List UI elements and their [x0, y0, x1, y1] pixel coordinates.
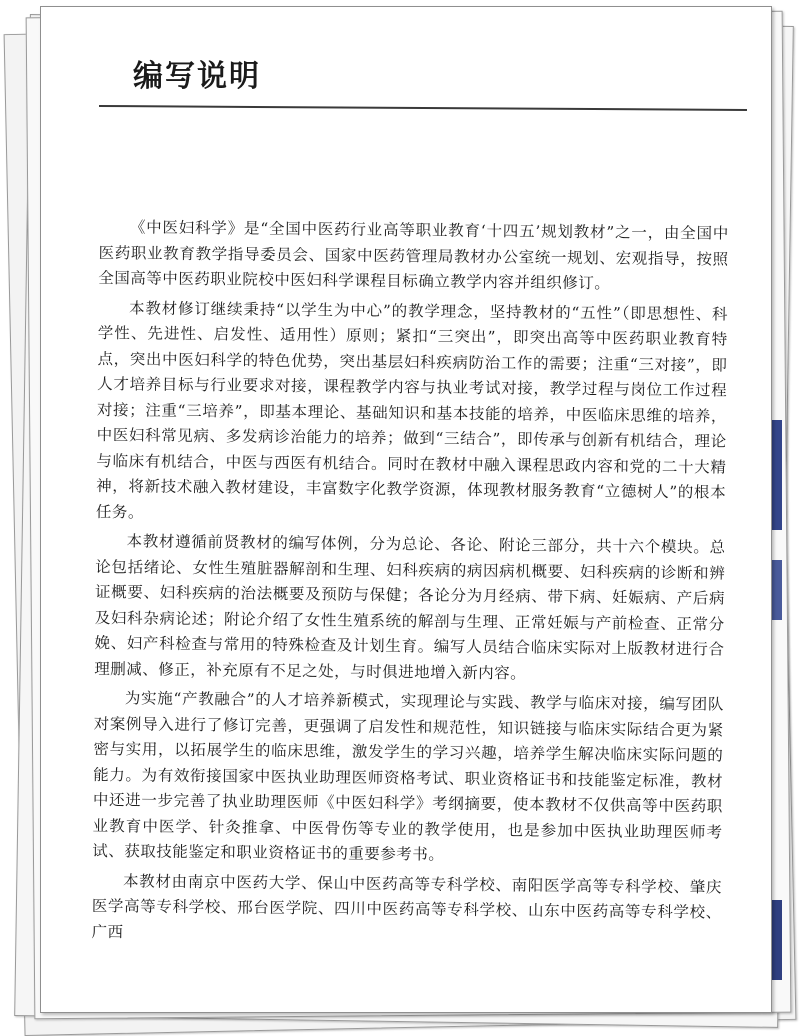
paragraph-principles: 本教材修订继续秉持“以学生为中心”的教学理念，坚持教材的“五性”（即思想性、科学性、先进性、启发性、适用性）原则；紧扣“三突出”，即突出高等中医药职业教育特点，突出中医妇科学的特色优势，突出基层妇科疾病防治工作的需要；注重“三对接”，即人才培养目标与行业要求对接，课程教学内容与执业考试对接，教学过程与岗位工作过程对接；注重“三培养”，即基本理论、基础知识和基本技能的培养，中医临床思维的培养，中医妇科常见病、多发病诊治能力的培养；做到“三结合”，即传承与创新有机结合，理论与临床有机结合，中医与西医有机结合。同时在教材中融入课程思政内容和党的二十大精神，将新技术融入教材建设，丰富数字化教学资源，体现教材服务教育“立德树人”的根本任务。 [95, 298, 729, 521]
document-body [91, 215, 729, 956]
paragraph-authors: 本教材由南京中医药大学、保山中医药高等专科学校、南阳医学高等专科学校、肇庆医学高等专科学校、邢台医学院、四川中医药高等专科学校、山东中医药高等专科学校、广西 [91, 871, 723, 941]
paragraph-intro: 《中医妇科学》是“全国中医药行业高等职业教育‘十四五’规划教材”之一，由全国中医药职业教育教学指导委员会、国家中医药管理局教材办公室统一规划、宏观指导，按照全国高等中医药职业院校中医妇科学课程目标确立教学内容并组织修订。 [98, 218, 729, 293]
page-title: 编写说明 [133, 59, 261, 94]
paragraph-structure: 本教材遵循前贤教材的编写体例，分为总论、各论、附论三部分，共十六个模块。总论包括绪论、女性生殖脏器解剖和生理、妇科疾病的病因病机概要、妇科疾病的诊断和辨证概要、妇科疾病的治法概要及预防与保健；各论分为月经病、带下病、妊娠病、产后病及妇科杂病论述；附论介绍了女性生殖系统的解剖与生理、正常妊娠与产前检查、正常分娩、妇产科检查与常用的特殊检查及计划生育。编写人员结合临床实际对上版教材进行合理删减、修正，补充原有不足之处，与时俱进地增入新内容。 [94, 532, 726, 682]
title-underline [99, 105, 747, 111]
paragraph-integration: 为实施“产教融合”的人才培养新模式，实现理论与实践、教学与临床对接，编写团队对案例导入进行了修订完善，更强调了启发性和规范性，知识链接与临床实际结合更为紧密与实用，以拓展学生的临床思维，激发学生的学习兴趣，培养学生解决临床实际问题的能力。为有效衔接国家中医执业助理医师资格考试、职业资格证书和技能鉴定标准，教材中还进一步完善了执业助理医师《中医妇科学》考纲摘要，使本教材不仅供高等中医药职业教育中医学、针灸推拿、中医骨伤等专业的教学使用，也是参加中医执业助理医师考试、获取技能鉴定和职业资格证书的重要参考书。 [92, 689, 725, 864]
document-page [40, 6, 772, 1013]
